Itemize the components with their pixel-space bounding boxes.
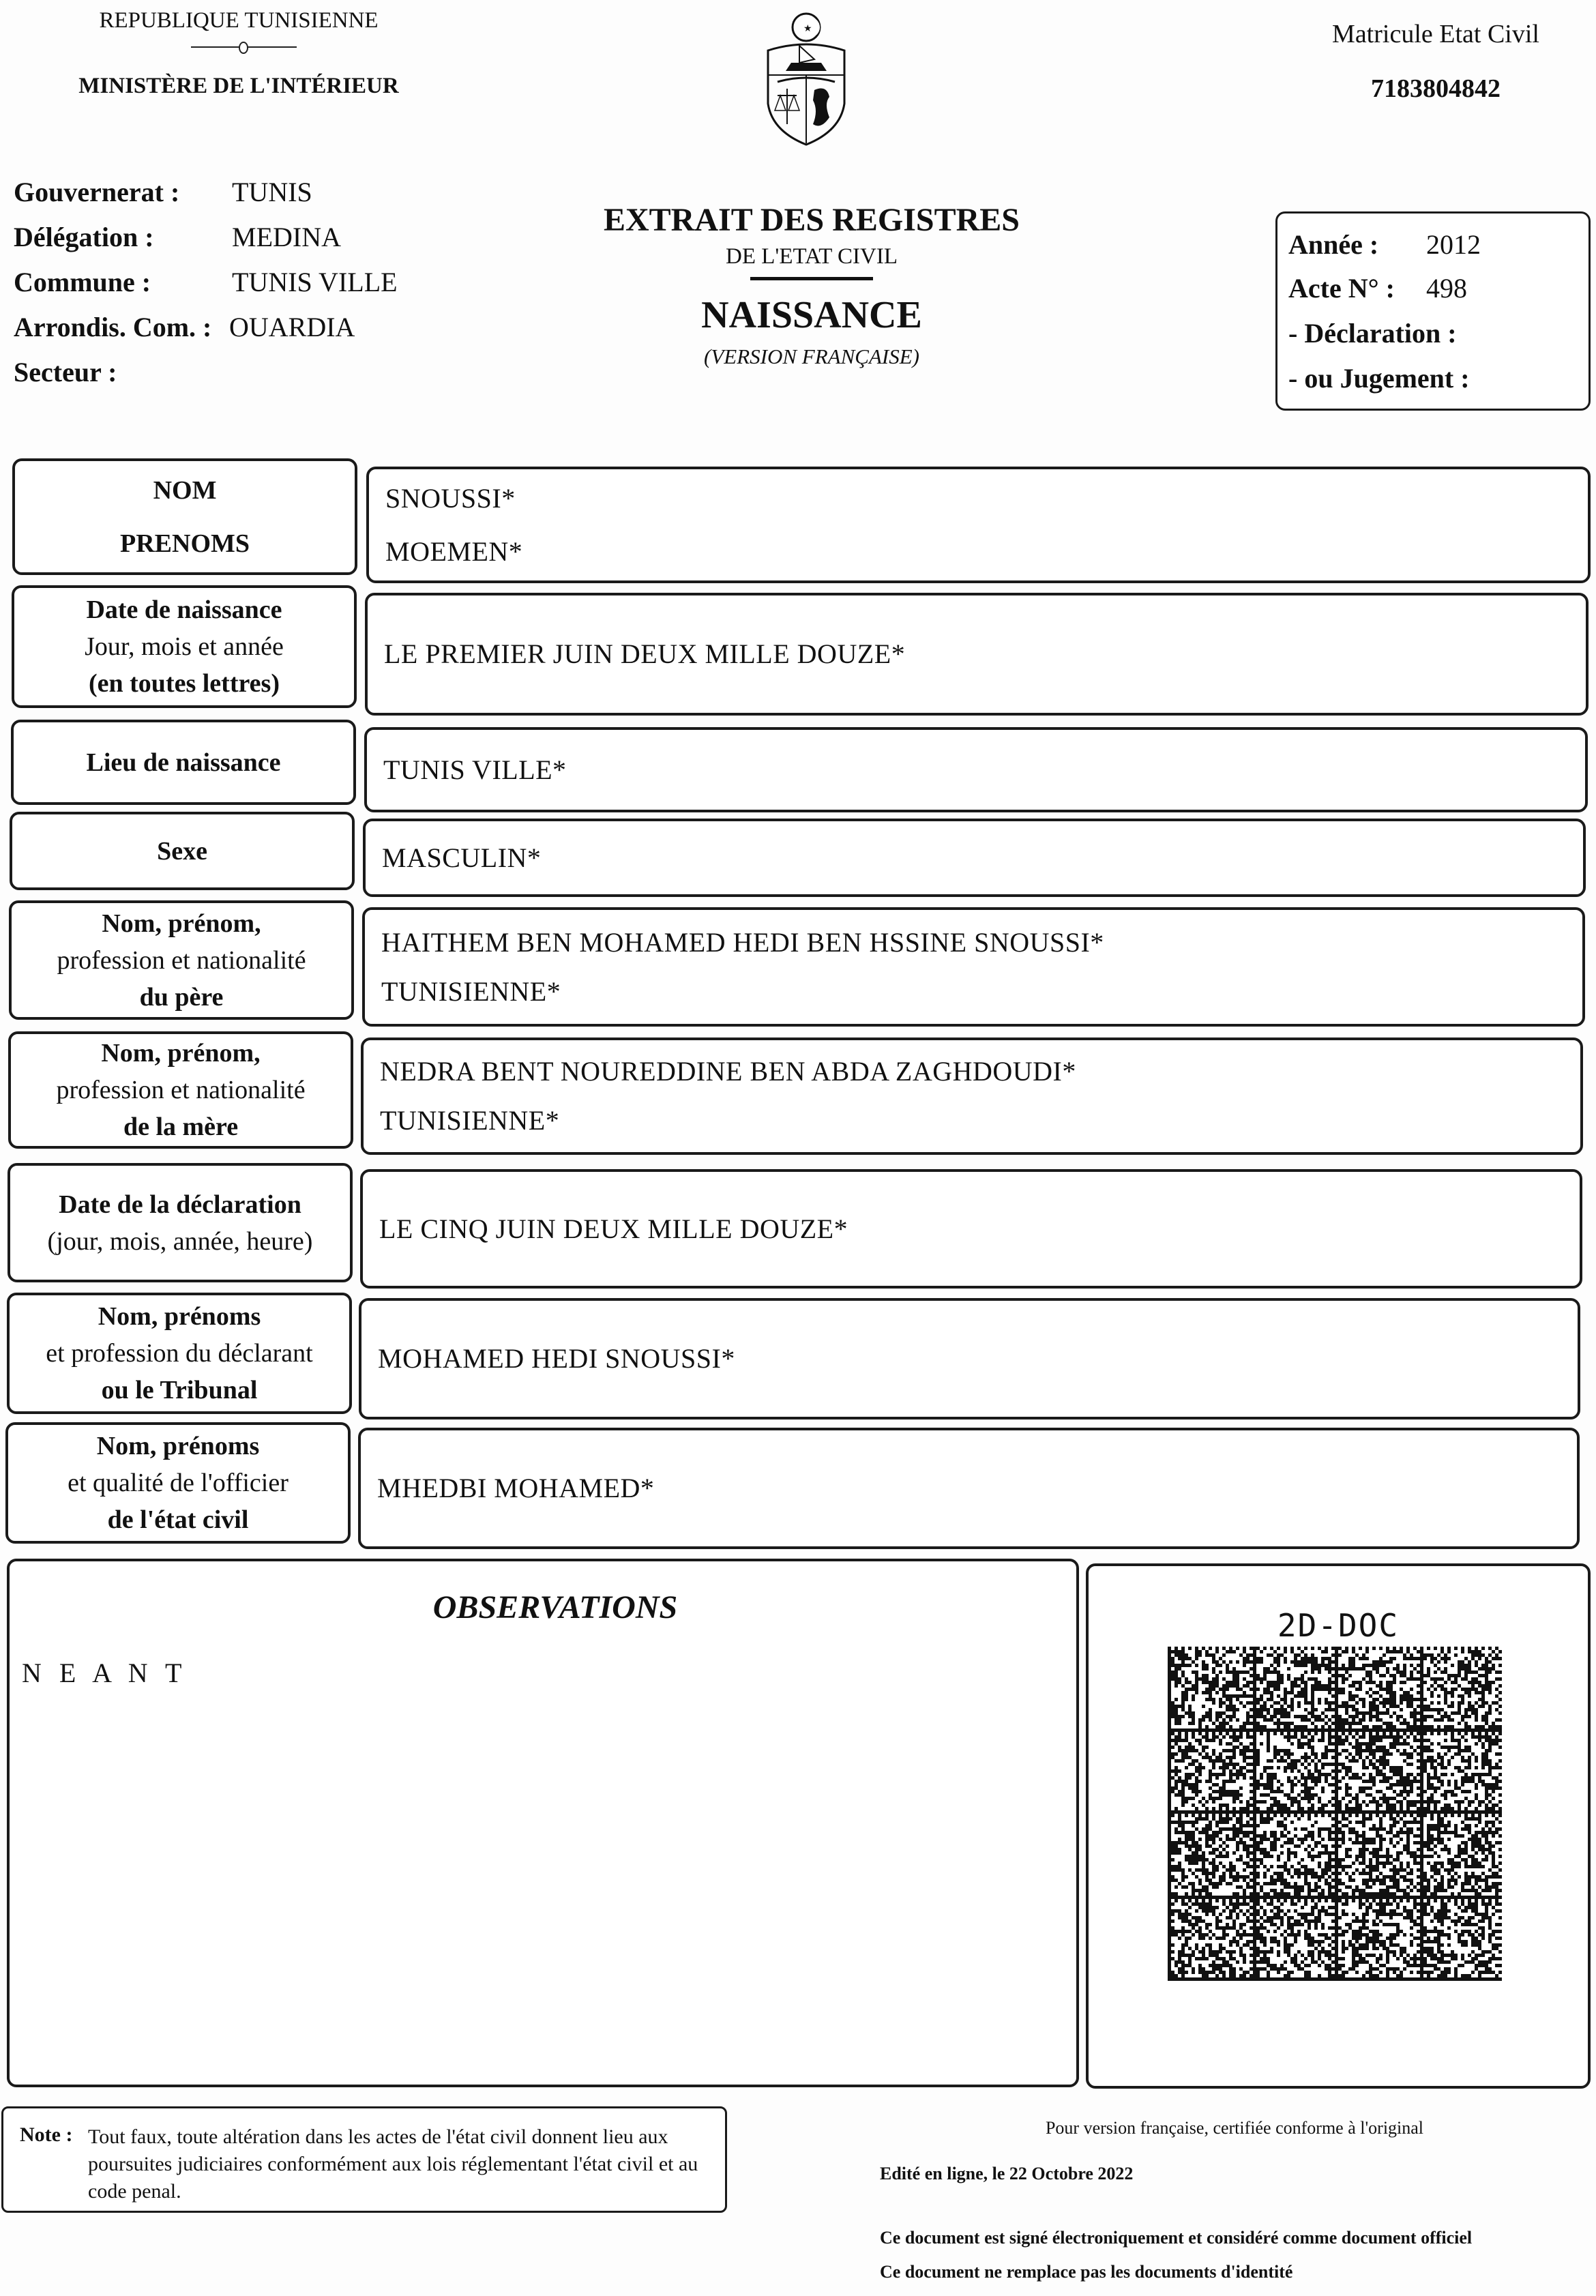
row-label-line: Lieu de naissance [86,748,281,777]
row-label-line: Date de la déclaration [59,1190,301,1219]
row-label-text [14,591,354,702]
edited-date: Edité en ligne, le 22 Octobre 2022 [880,2164,1134,2183]
row-label-line: PRENOMS [120,529,250,558]
row-value-sexe [363,819,1586,897]
matricule-value: 7183804842 [1371,74,1501,103]
gouvernerat-value: TUNIS [232,177,312,207]
row-value-text [385,472,1574,578]
commune-label: Commune : [14,267,151,297]
note-box [1,2106,727,2213]
barcode-box [1086,1563,1591,2089]
delegation-value: MEDINA [232,222,341,252]
row-value-line: TUNISIENNE* [380,1105,560,1136]
row-label-line: et profession du déclarant [46,1339,313,1368]
document-title: EXTRAIT DES REGISTRES [603,202,1020,238]
row-value-line: TUNISIENNE* [381,975,561,1007]
row-value-lieu-naissance [364,727,1588,812]
signed-notice: Ce document est signé électroniquement et considéré comme document officiel [880,2228,1473,2248]
row-value-text [383,746,1571,795]
row-value-line: NEDRA BENT NOUREDDINE BEN ABDA ZAGHDOUDI* [380,1056,1076,1087]
row-label-pere [9,900,354,1020]
row-label-line: Nom, prénoms [98,1302,261,1331]
row-value-line: TUNIS VILLE* [383,754,567,785]
note-label: Note : [20,2123,73,2146]
delegation-label: Délégation : [14,222,154,252]
secteur-label: Secteur : [14,357,117,387]
title-block [559,199,1064,376]
row-label-text [14,744,353,781]
document-subtitle: DE L'ETAT CIVIL [726,244,898,269]
row-label-officier [5,1422,351,1544]
row-label-line: profession et nationalité [57,945,306,975]
row-label-line: du père [139,982,224,1012]
row-value-text [381,918,1569,1016]
row-value-line: MHEDBI MOHAMED* [377,1473,655,1503]
acte-number-label: Acte N° : [1288,273,1395,304]
row-value-line: MASCULIN* [382,842,542,873]
row-label-text [8,1428,348,1538]
location-block [14,176,491,401]
title-divider [750,277,873,280]
document-version: (VERSION FRANÇAISE) [704,344,919,368]
acte-box [1275,211,1591,411]
row-label-text [10,1186,350,1260]
row-value-officier [358,1428,1580,1549]
row-value-line: SNOUSSI* [385,482,516,514]
note-text: Tout faux, toute altération dans les actes de l'état civil donnent lieu aux poursuites judiciaires conformément aux lois réglementant l'état civil et au code penal. [88,2125,698,2203]
row-value-line: MOEMEN* [385,535,523,567]
annee-label: Année : [1288,229,1379,260]
datamatrix-2d-barcode-icon [1168,1647,1502,1981]
row-value-declarant [359,1298,1580,1419]
row-label-line: Sexe [157,836,207,866]
row-label-date-naissance [12,585,357,708]
observations-text: N E A N T [22,1658,188,1688]
row-label-line: Date de naissance [86,595,282,624]
row-value-text [380,1047,1567,1145]
row-value-text [378,1334,1564,1383]
row-value-nom-prenoms [366,467,1591,583]
row-label-line: et qualité de l'officier [68,1469,289,1497]
observations-title: OBSERVATIONS [432,1589,678,1625]
declaration-label: - Déclaration : [1288,318,1457,349]
row-value-line: MOHAMED HEDI SNOUSSI* [378,1343,735,1374]
row-value-text [377,1464,1563,1513]
row-value-mere [361,1037,1583,1155]
row-value-text [382,834,1569,883]
row-label-line: (jour, mois, année, heure) [47,1226,313,1256]
arrondis-label: Arrondis. Com. : [14,312,212,342]
row-label-line: ou le Tribunal [101,1376,258,1404]
tunisia-coat-of-arms-icon [758,8,854,151]
ornament-divider [191,46,297,48]
row-label-line: Nom, prénom, [101,1039,261,1068]
barcode-label: 2D-DOC [1277,1607,1400,1644]
row-value-line: HAITHEM BEN MOHAMED HEDI BEN HSSINE SNOUSSI* [381,926,1104,958]
datamatrix-modules [1168,1647,1502,1981]
row-label-declarant [7,1293,352,1414]
acte-number-value: 498 [1426,273,1467,304]
ministry-heading: MINISTÈRE DE L'INTÉRIEUR [78,74,399,98]
row-value-pere [362,907,1585,1027]
row-value-date-naissance [365,593,1588,716]
republic-heading: REPUBLIQUE TUNISIENNE [99,8,379,33]
row-label-line: de l'état civil [107,1505,249,1534]
row-label-text [11,1035,351,1145]
arrondis-value: OUARDIA [229,312,355,342]
row-label-line: (en toutes lettres) [89,669,280,698]
row-label-line: Jour, mois et année [85,632,284,661]
row-label-text [10,1298,349,1409]
row-value-line: LE PREMIER JUIN DEUX MILLE DOUZE* [384,638,906,669]
row-label-text [15,464,355,570]
row-value-text [384,630,1572,679]
svg-text:★: ★ [803,24,812,34]
row-label-line: NOM [153,475,217,505]
row-label-line: Nom, prénom, [102,909,261,938]
jugement-label: - ou Jugement : [1288,363,1470,394]
matricule-label: Matricule Etat Civil [1332,20,1539,48]
row-label-nom-prenoms [12,458,357,575]
row-value-line: LE CINQ JUIN DEUX MILLE DOUZE* [379,1213,848,1244]
row-value-date-declaration [360,1169,1582,1289]
row-label-text [12,905,351,1016]
observations-box [7,1559,1079,2087]
document-type: NAISSANCE [701,294,922,336]
row-label-line: Nom, prénoms [96,1432,260,1460]
row-label-mere [8,1031,353,1149]
identity-disclaimer: Ce document ne remplace pas les documents d'identité [880,2262,1293,2282]
gouvernerat-label: Gouvernerat : [14,177,180,207]
annee-value: 2012 [1426,229,1481,260]
row-label-text [12,833,352,870]
row-label-line: profession et nationalité [56,1076,306,1104]
row-label-lieu-naissance [11,720,356,805]
row-value-text [379,1205,1566,1254]
certification-text: Pour version française, certifiée conforme à l'original [1045,2118,1424,2138]
row-label-date-declaration [8,1163,353,1282]
row-label-line: de la mère [123,1113,239,1141]
row-label-sexe [10,812,355,890]
commune-value: TUNIS VILLE [232,267,398,297]
